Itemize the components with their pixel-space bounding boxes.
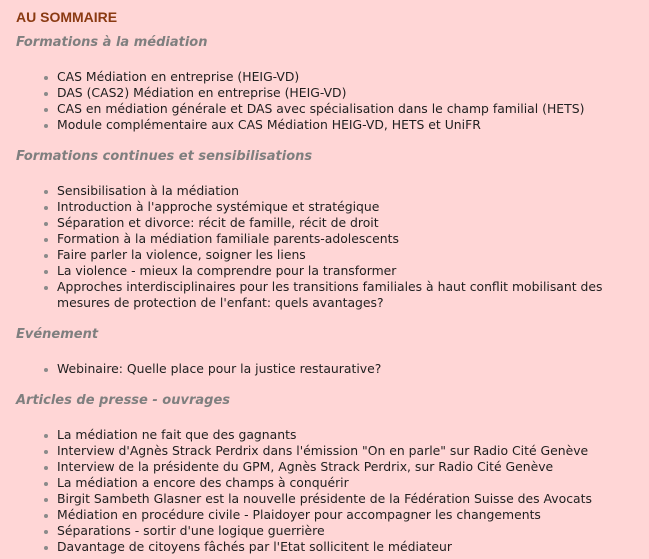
list-item[interactable] [40, 427, 649, 443]
bullet-icon [44, 270, 48, 274]
item-link[interactable]: Interview de la présidente du GPM, Agnès Strack Perdrix, sur Radio Cité Genève [57, 459, 554, 474]
bullet-icon [44, 222, 48, 226]
item-link[interactable]: Introduction à l'approche systémique et stratégique [57, 199, 380, 214]
bullet-icon [44, 498, 48, 502]
list-item[interactable] [40, 183, 649, 199]
item-link[interactable]: Séparation et divorce: récit de famille, récit de droit [57, 215, 379, 230]
item-link[interactable]: Sensibilisation à la médiation [57, 183, 239, 198]
item-link[interactable]: CAS en médiation générale et DAS avec spécialisation dans le champ familial (HETS) [57, 101, 585, 116]
list-item[interactable] [40, 199, 649, 215]
item-link[interactable]: Faire parler la violence, soigner les liens [57, 247, 306, 262]
list-item[interactable] [40, 231, 649, 247]
bullet-icon [44, 92, 48, 96]
bullet-icon [44, 254, 48, 258]
list-item[interactable] [40, 491, 649, 507]
item-link[interactable]: Davantage de citoyens fâchés par l'Etat sollicitent le médiateur [57, 539, 452, 554]
bullet-icon [44, 190, 48, 194]
bullet-icon [44, 482, 48, 486]
item-link[interactable]: Birgit Sambeth Glasner est la nouvelle présidente de la Fédération Suisse des Avocats [57, 491, 592, 506]
section-title-articles-presse: Articles de presse - ouvrages [16, 393, 231, 408]
section-list-evenement [16, 361, 649, 377]
item-link[interactable]: La médiation a encore des champs à conquérir [57, 475, 349, 490]
list-item[interactable] [40, 69, 649, 85]
list-item[interactable] [40, 101, 649, 117]
section-list-articles-presse [16, 427, 649, 555]
list-item[interactable] [40, 459, 649, 475]
item-link[interactable]: Médiation en procédure civile - Plaidoyer pour accompagner les changements [57, 507, 541, 522]
list-item[interactable] [40, 85, 649, 101]
item-link[interactable]: CAS Médiation en entreprise (HEIG-VD) [57, 69, 300, 84]
bullet-icon [44, 514, 48, 518]
section-list-formations-continues [16, 183, 649, 311]
list-item[interactable] [40, 117, 649, 133]
bullet-icon [44, 206, 48, 210]
bullet-icon [44, 108, 48, 112]
bullet-icon [44, 286, 48, 290]
item-link[interactable]: Webinaire: Quelle place pour la justice restaurative? [57, 361, 382, 376]
list-item[interactable] [40, 279, 649, 311]
item-link[interactable]: La violence - mieux la comprendre pour la transformer [57, 263, 397, 278]
list-item[interactable] [40, 507, 649, 523]
item-link[interactable]: La médiation ne fait que des gagnants [57, 427, 297, 442]
list-item[interactable] [40, 539, 649, 555]
list-item[interactable] [40, 215, 649, 231]
bullet-icon [44, 466, 48, 470]
section-title-formations-mediation: Formations à la médiation [16, 35, 208, 50]
item-link[interactable]: Interview d'Agnès Strack Perdrix dans l'émission "On en parle" sur Radio Cité Genève [57, 443, 589, 458]
list-item[interactable] [40, 523, 649, 539]
list-item[interactable] [40, 361, 649, 377]
bullet-icon [44, 434, 48, 438]
table-of-contents [16, 8, 649, 555]
page-title: AU SOMMAIRE [16, 9, 118, 25]
list-item[interactable] [40, 475, 649, 491]
list-item[interactable] [40, 443, 649, 459]
bullet-icon [44, 546, 48, 550]
list-item[interactable] [40, 247, 649, 263]
bullet-icon [44, 238, 48, 242]
item-link[interactable]: Module complémentaire aux CAS Médiation HEIG-VD, HETS et UniFR [57, 117, 481, 132]
bullet-icon [44, 450, 48, 454]
item-link[interactable]: DAS (CAS2) Médiation en entreprise (HEIG-VD) [57, 85, 347, 100]
item-link[interactable]: Séparations - sortir d'une logique guerrière [57, 523, 325, 538]
section-list-formations-mediation [16, 69, 649, 133]
bullet-icon [44, 368, 48, 372]
section-title-evenement: Evénement [16, 327, 99, 342]
list-item[interactable] [40, 263, 649, 279]
section-title-formations-continues: Formations continues et sensibilisations [16, 149, 313, 164]
item-link[interactable]: Formation à la médiation familiale parents-adolescents [57, 231, 399, 246]
bullet-icon [44, 530, 48, 534]
bullet-icon [44, 124, 48, 128]
item-link[interactable]: Approches interdisciplinaires pour les transitions familiales à haut conflit mobilisant des mesures de protection de l'enfant: quels avantages? [57, 279, 603, 310]
bullet-icon [44, 76, 48, 80]
